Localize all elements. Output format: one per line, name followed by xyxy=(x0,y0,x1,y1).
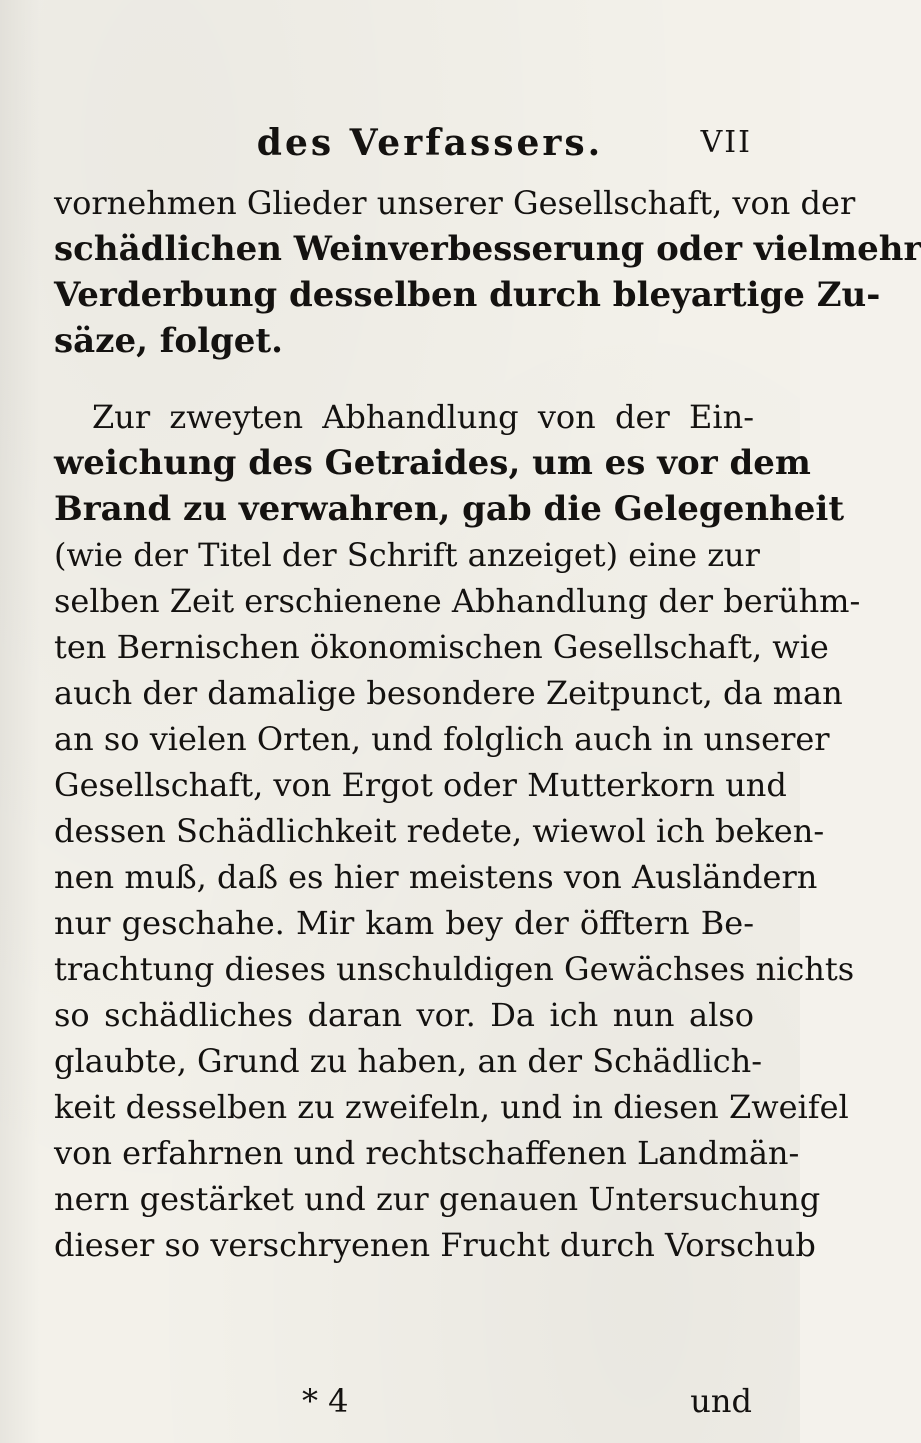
text-line: Zur zweyten Abhandlung von der Ein- xyxy=(92,398,754,436)
running-head: des Verfassers. xyxy=(256,122,604,164)
paragraph-gap xyxy=(54,364,754,394)
text-line: dieser so verschryenen Frucht durch Vorschub xyxy=(54,1226,816,1264)
text-line: dessen Schädlichkeit redete, wiewol ich beken- xyxy=(54,812,825,850)
signature-mark: * 4 xyxy=(302,1382,349,1420)
body-text xyxy=(54,180,921,1268)
text-line: nur geschahe. Mir kam bey der öfftern Be- xyxy=(54,904,754,942)
gutter-shadow xyxy=(0,0,40,1443)
text-line: vornehmen Glieder unserer Gesellschaft, von der xyxy=(54,184,856,222)
text-line: (wie der Titel der Schrift anzeiget) eine zur xyxy=(54,536,760,574)
text-line: schädlichen Weinverbesserung oder vielmehr xyxy=(54,229,921,269)
text-line: trachtung dieses unschuldigen Gewächses nichts xyxy=(54,950,855,988)
text-line: glaubte, Grund zu haben, an der Schädlich- xyxy=(54,1042,763,1080)
text-line: nern gestärket und zur genauen Untersuchung xyxy=(54,1180,821,1218)
text-line: säze, folget. xyxy=(54,321,283,361)
text-line: keit desselben zu zweifeln, und in diesen Zweifel xyxy=(54,1088,849,1126)
page-number: VII xyxy=(700,125,752,160)
text-line: an so vielen Orten, und folglich auch in unserer xyxy=(54,720,830,758)
text-line: Verderbung desselben durch bleyartige Zu- xyxy=(54,275,881,315)
text-line: ten Bernischen ökonomischen Gesellschaft, wie xyxy=(54,628,829,666)
text-line: selben Zeit erschienene Abhandlung der berühm- xyxy=(54,582,861,620)
text-line: von erfahrnen und rechtschaffenen Landmän- xyxy=(54,1134,800,1172)
page-footer xyxy=(0,1378,800,1424)
text-line: so schädliches daran vor. Da ich nun also xyxy=(54,996,754,1034)
page-header xyxy=(0,118,800,168)
text-line: Gesellschaft, von Ergot oder Mutterkorn und xyxy=(54,766,787,804)
text-line: weichung des Getraides, um es vor dem xyxy=(54,443,811,483)
catchword: und xyxy=(690,1382,752,1420)
text-line: Brand zu verwahren, gab die Gelegenheit xyxy=(54,489,845,529)
text-line: auch der damalige besondere Zeitpunct, da man xyxy=(54,674,843,712)
text-line: nen muß, daß es hier meistens von Ausländern xyxy=(54,858,818,896)
